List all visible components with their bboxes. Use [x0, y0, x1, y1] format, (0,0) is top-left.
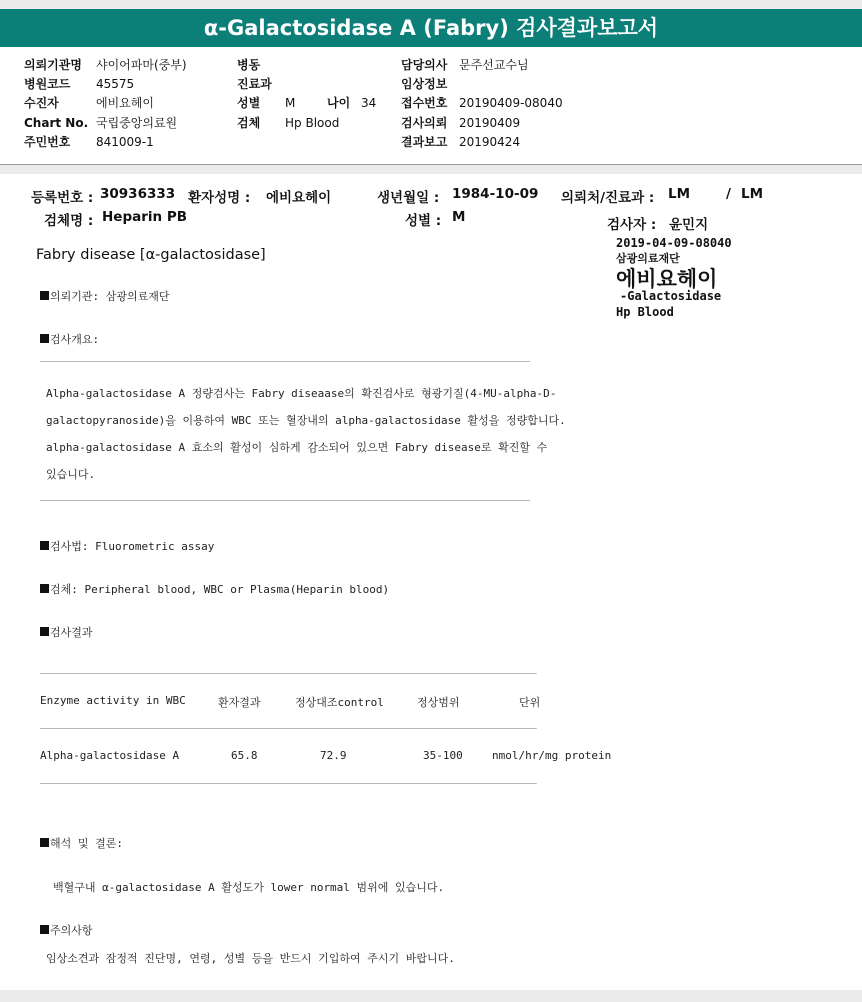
dob-label: 생년월일 : [377, 190, 440, 206]
stamp-patient: 에비요헤이 [616, 267, 718, 291]
header-row: 담당의사 문주선교수님 [401, 58, 529, 72]
caution-heading: 주의사항 [40, 922, 93, 938]
dept-value-2: LM [741, 186, 764, 202]
dept-separator: / [726, 186, 731, 202]
dept-label: 의뢰처/진료과 : [561, 190, 655, 206]
overview-line: alpha-galactosidase A 효소의 활성이 심하게 감소되어 있으면 Fabry disease로 확진할 수 [46, 441, 548, 454]
tester-value: 윤민지 [669, 217, 709, 233]
bullet-square-icon [40, 291, 49, 300]
interpretation-text: 백혈구내 α-galactosidase A 활성도가 lower normal 범위에 있습니다. [53, 881, 445, 894]
table-header-cell: 정상범위 [417, 696, 460, 709]
bullet-square-icon [40, 925, 49, 934]
table-header-cell: 단위 [519, 696, 541, 709]
table-header-cell: 환자결과 [218, 696, 261, 709]
reg-no-value: 30936333 [100, 186, 176, 202]
stamp-id: 2019-04-09-08040 [616, 236, 732, 250]
dept-value: LM [668, 186, 691, 202]
report-title: α-Galactosidase A (Fabry) 검사결과보고서 [0, 9, 862, 47]
specimen-line: 검체: Peripheral blood, WBC or Plasma(Heparin blood) [40, 581, 389, 597]
bullet-square-icon [40, 584, 49, 593]
divider-line: ___________________________________________________________________________ [40, 771, 537, 784]
stamp-test: -Galactosidase [620, 289, 722, 303]
bullet-square-icon [40, 627, 49, 636]
test-title: Fabry disease [α-galactosidase] [36, 247, 266, 263]
header-row: 접수번호 20190409-08040 [401, 96, 563, 110]
institution-line: 의뢰기관: 삼광의료재단 [40, 288, 170, 304]
specimen-label: 검체명 : [44, 213, 94, 229]
header-row: 주민번호 841009-1 [24, 135, 154, 149]
overview-line: Alpha-galactosidase A 정량검사는 Fabry diseaase의 확진검사로 형광기질(4-MU-alpha-D- [46, 387, 557, 400]
overview-line: galactopyranoside)을 이용하여 WBC 또는 혈장내의 alpha-galactosidase 활성을 정량합니다. [46, 414, 566, 427]
caution-text: 임상소견과 잠정적 진단명, 연령, 성별 등을 반드시 기입하여 주시기 바랍니다. [46, 952, 455, 965]
divider-line: __________________________________________________________________________ [40, 349, 531, 362]
patient-name-label: 환자성명 : [188, 190, 251, 206]
header-row: 수진자 에비요헤이 [24, 96, 154, 110]
reg-no-label: 등록번호 : [31, 190, 94, 206]
bullet-square-icon [40, 838, 49, 847]
patient-name-value: 에비요헤이 [266, 190, 332, 206]
table-cell: 65.8 [231, 749, 258, 762]
header-row: 병동 [237, 58, 261, 72]
header-row: 검체 Hp Blood [237, 116, 340, 130]
overview-line: 있습니다. [46, 468, 96, 481]
divider-line: ___________________________________________________________________________ [40, 661, 537, 674]
table-cell: 35-100 [423, 749, 463, 762]
header-row: 결과보고 20190424 [401, 135, 521, 149]
table-header-cell: 정상대조control [295, 696, 384, 709]
table-cell: Alpha-galactosidase A [40, 749, 180, 762]
overview-heading: 검사개요: [40, 331, 99, 347]
header-row: 병원코드 45575 [24, 77, 135, 91]
header-row: 검사의뢰 20190409 [401, 116, 521, 130]
bullet-square-icon [40, 334, 49, 343]
results-heading: 검사결과 [40, 624, 93, 640]
bullet-square-icon [40, 541, 49, 550]
table-cell: 72.9 [320, 749, 347, 762]
header-row: Chart No. 국립중앙의료원 [24, 116, 178, 130]
header-row: 성별 M [237, 96, 296, 110]
dob-value: 1984-10-09 [452, 186, 539, 202]
tester-label: 검사자 : [607, 217, 657, 233]
stamp-specimen: Hp Blood [616, 305, 674, 319]
specimen-value: Heparin PB [102, 209, 188, 225]
stamp-lab: 삼광의료재단 [616, 252, 680, 265]
method-line: 검사법: Fluorometric assay [40, 538, 214, 554]
divider-line: ___________________________________________________________________________ [40, 716, 537, 729]
header-row: 진료과 [237, 77, 272, 91]
header-info-panel [0, 47, 862, 165]
table-header-cell: Enzyme activity in WBC [40, 694, 186, 707]
sex-label: 성별 : [405, 213, 442, 229]
divider-line: __________________________________________________________________________ [40, 488, 531, 501]
interpretation-heading: 해석 및 결론: [40, 835, 123, 851]
header-row: 의뢰기관명 샤이어파마(중부) [24, 58, 187, 72]
sex-value: M [452, 209, 466, 225]
table-cell: nmol/hr/mg protein [492, 749, 612, 762]
header-age: 나이 34 [327, 96, 377, 110]
header-row: 임상정보 [401, 77, 448, 91]
report-sheet [0, 174, 862, 990]
